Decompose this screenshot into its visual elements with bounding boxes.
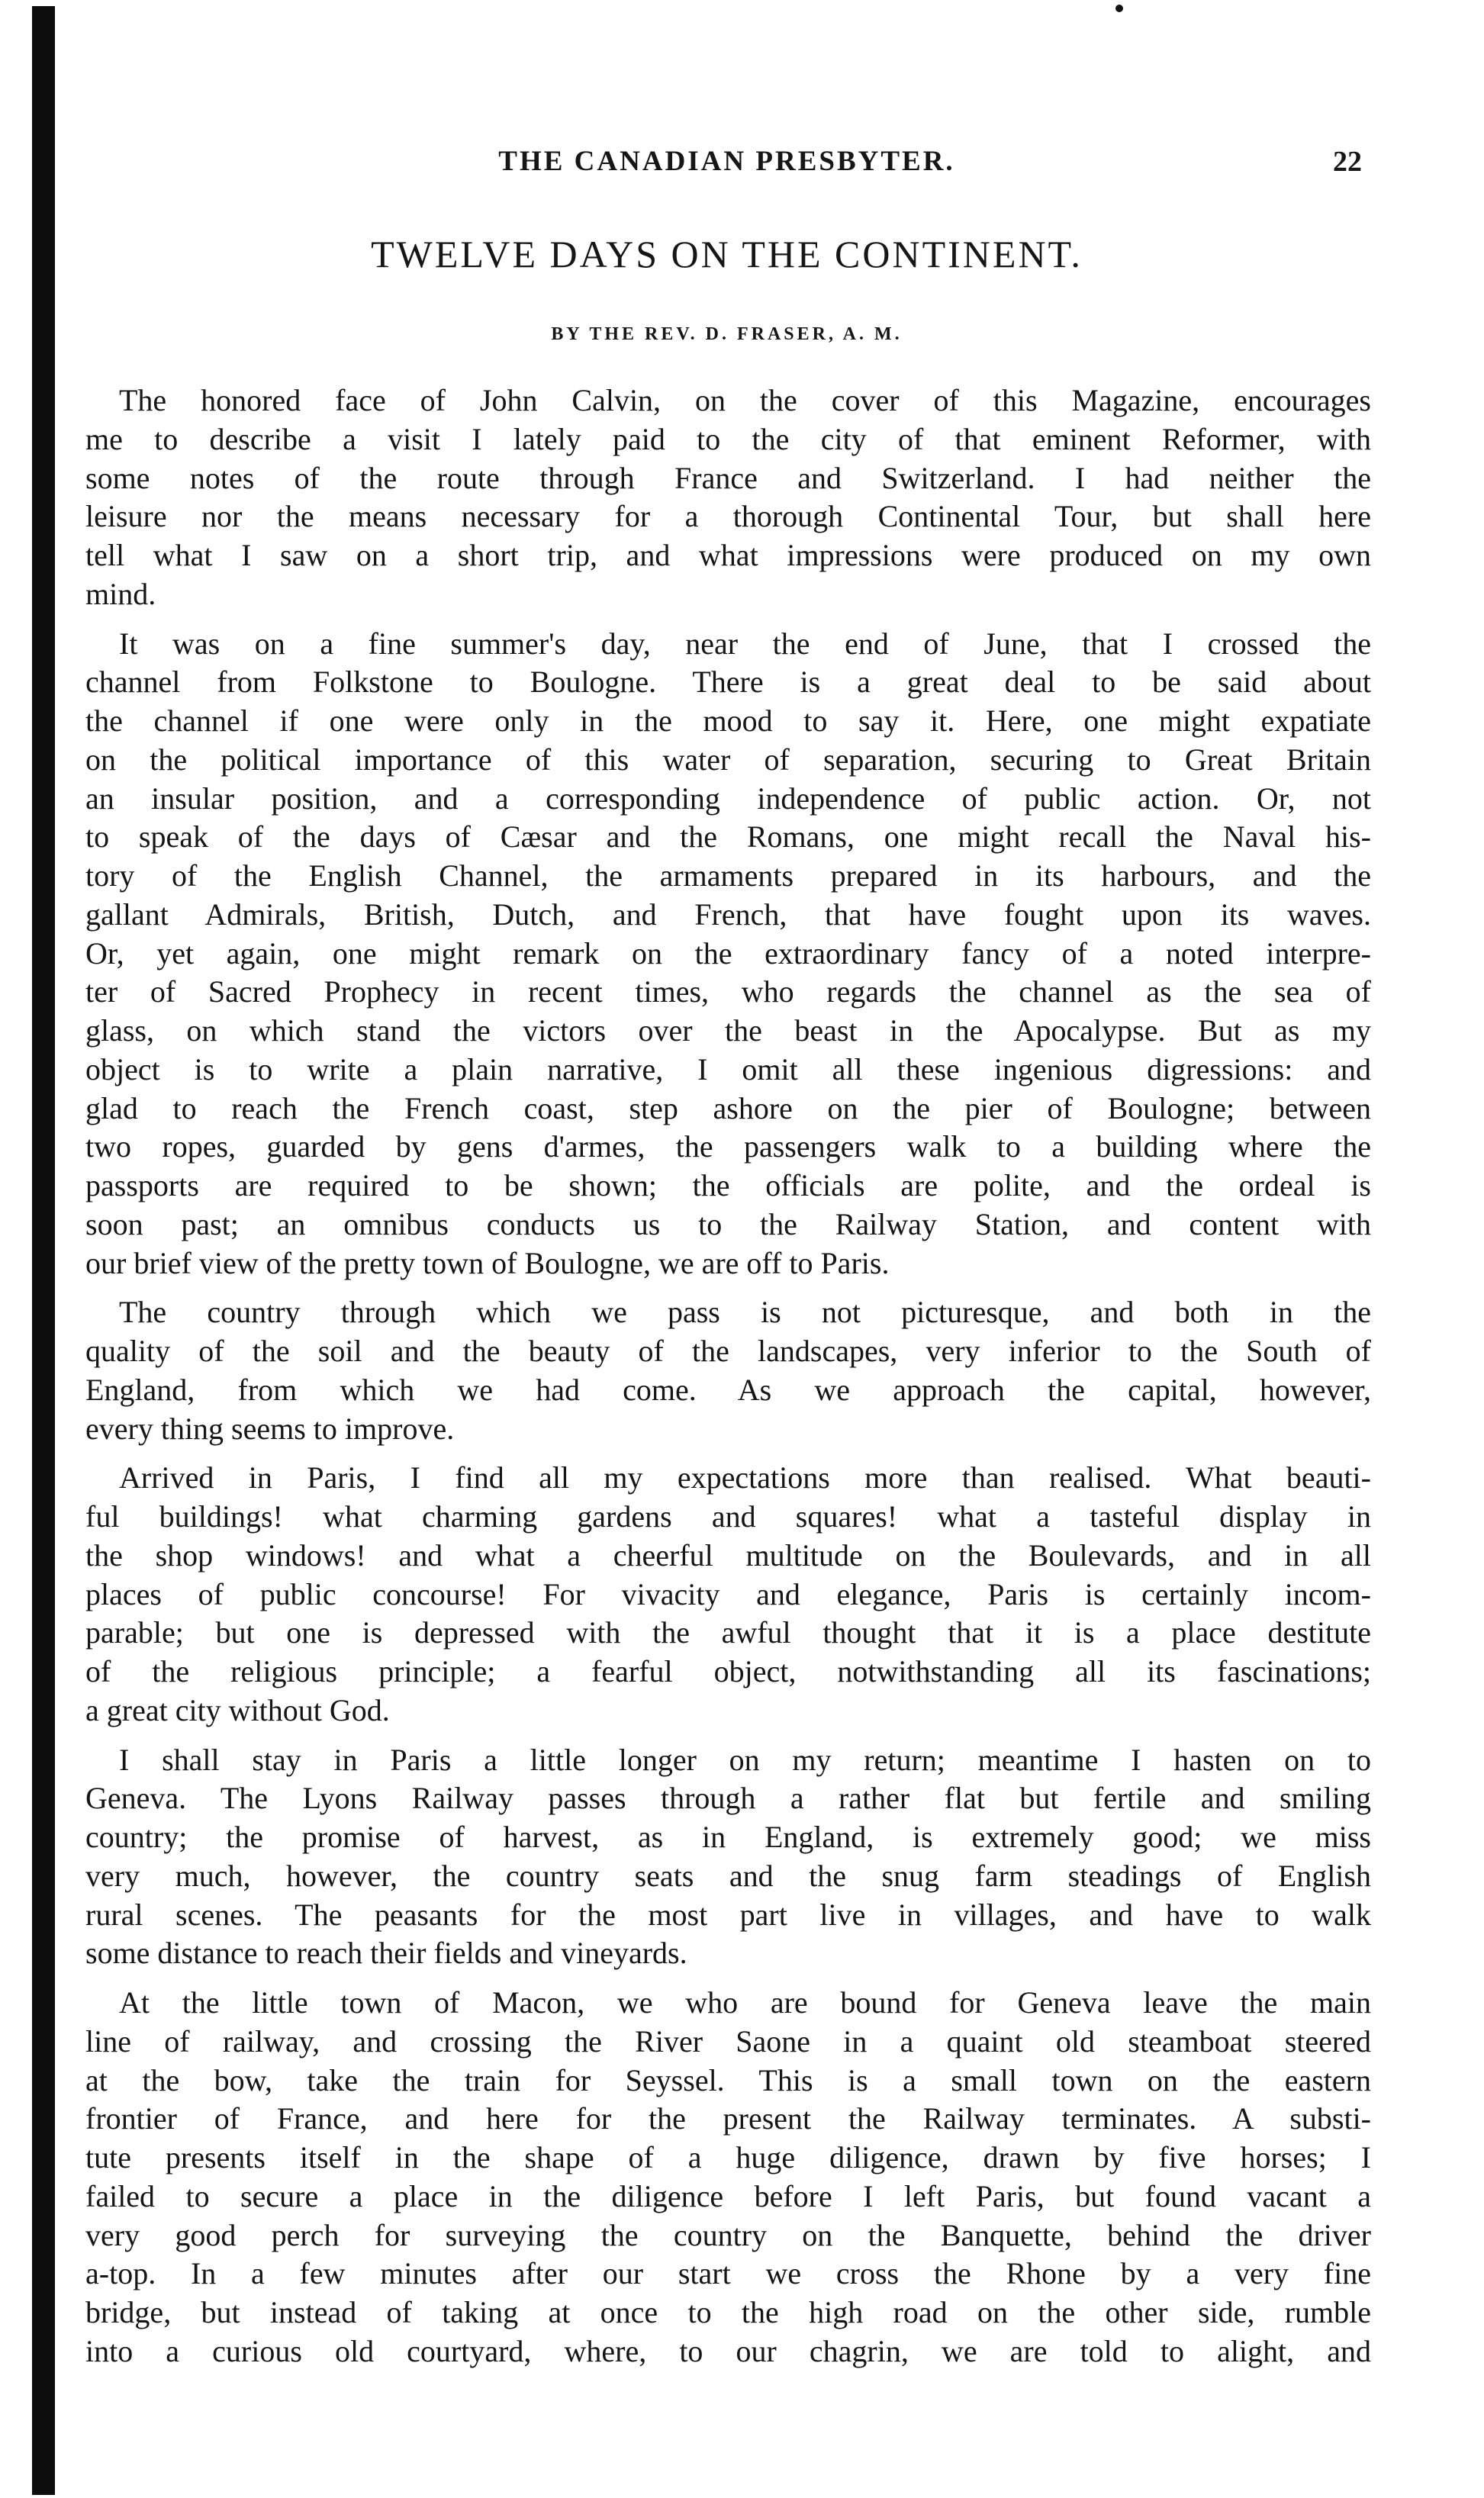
text-line: very much, however, the country seats and the snug farm steadings of English [85,1858,1371,1893]
text-line: the channel if one were only in the mood to say it. Here, one might expatiate [85,703,1371,738]
text-line: channel from Folkstone to Boulogne. There is a great deal to be said about [85,665,1371,700]
paragraph-gap [85,1448,1371,1459]
text-line: to speak of the days of Cæsar and the Romans, one might recall the Naval his- [85,819,1371,855]
paragraph-gap [85,1283,1371,1293]
text-line: parable; but one is depressed with the awful thought that it is a place destitute [85,1615,1371,1650]
text-line: of the religious principle; a fearful object, notwithstanding all its fascinations; [85,1654,1371,1688]
text-line: gallant Admirals, British, Dutch, and French, that have fought upon its waves. [85,897,1371,932]
text-line: Geneva. The Lyons Railway passes through a rather flat but fertile and smiling [85,1781,1371,1816]
paragraph [85,381,1371,614]
text-line: frontier of France, and here for the present the Railway terminates. A substi- [85,2101,1371,2136]
text-line: ful buildings! what charming gardens and squares! what a tasteful display in [85,1499,1371,1534]
text-line: soon past; an omnibus conducts us to the Railway Station, and content with [85,1206,1371,1241]
text-line: England, from which we had come. As we approach the capital, however, [85,1372,1371,1407]
article-body [85,381,1371,2371]
binding-edge-rule [32,6,55,2495]
text-line: failed to secure a place in the diligence before I left Paris, but found vacant a [85,2178,1371,2213]
text-line: bridge, but instead of taking at once to the high road on the other side, rumble [85,2295,1371,2329]
text-line: It was on a fine summer's day, near the end of June, that I crossed the [119,626,1371,661]
text-line: tute presents itself in the shape of a huge diligence, drawn by five horses; I [85,2140,1371,2174]
text-line: glad to reach the French coast, step ashore on the pier of Boulogne; between [85,1090,1371,1125]
paragraph [85,1741,1371,1974]
paragraph [85,1459,1371,1730]
text-line: I shall stay in Paris a little longer on my return; meantime I hasten on to [119,1742,1371,1777]
text-line: our brief view of the pretty town of Boulogne, we are off to Paris. [85,1245,890,1280]
paragraph-gap [85,1973,1371,1984]
article-title: TWELVE DAYS ON THE CONTINENT. [371,233,1083,275]
text-line: glass, on which stand the victors over the beast in the Apocalypse. But as my [85,1013,1371,1048]
text-line: The honored face of John Calvin, on the cover of this Magazine, encourages [119,383,1371,417]
text-line: ter of Sacred Prophecy in recent times, who regards the channel as the sea of [85,974,1371,1009]
text-line: At the little town of Macon, we who are bound for Geneva leave the main [119,1985,1371,2020]
page-number: 22 [1333,146,1362,178]
text-line: the shop windows! and what a cheerful multitude on the Boulevards, and in all [85,1537,1371,1573]
paragraph-gap [85,614,1371,625]
text-line: tory of the English Channel, the armaments prepared in its harbours, and the [85,858,1371,893]
text-line: Or, yet again, one might remark on the extraordinary fancy of a noted interpre- [85,935,1371,971]
text-line: into a curious old courtyard, where, to our chagrin, we are told to alight, and [85,2333,1371,2368]
text-line: places of public concourse! For vivacity and elegance, Paris is certainly incom- [85,1576,1371,1611]
text-line: every thing seems to improve. [85,1411,455,1446]
paragraph [85,625,1371,1283]
text-line: an insular position, and a corresponding independence of public action. Or, not [85,781,1371,816]
text-line: leisure nor the means necessary for a thorough Continental Tour, but shall here [85,499,1371,534]
text-line: rural scenes. The peasants for the most part live in villages, and have to walk [85,1897,1371,1932]
text-line: country; the promise of harvest, as in England, is extremely good; we miss [85,1820,1371,1854]
journal-title: THE CANADIAN PRESBYTER. [498,146,955,177]
scan-speck [1115,5,1123,12]
text-line: mind. [85,576,156,611]
text-line: me to describe a visit I lately paid to the city of that eminent Reformer, with [85,421,1371,456]
text-line: a-top. In a few minutes after our start we cross the Rhone by a very fine [85,2256,1371,2291]
text-line: a great city without God. [85,1692,390,1727]
text-line: passports are required to be shown; the officials are polite, and the ordeal is [85,1168,1371,1202]
running-header [92,139,1362,185]
text-line: very good perch for surveying the country on the Banquette, behind the driver [85,2217,1371,2252]
text-line: The country through which we pass is not picturesque, and both in the [119,1295,1371,1330]
text-line: object is to write a plain narrative, I omit all these ingenious digressions: and [85,1051,1371,1086]
text-line: some distance to reach their fields and vineyards. [85,1936,687,1971]
text-line: some notes of the route through France and Switzerland. I had neither the [85,460,1371,495]
text-line: Arrived in Paris, I find all my expectations more than realised. What beauti- [119,1460,1371,1495]
text-line: two ropes, guarded by gens d'armes, the passengers walk to a building where the [85,1129,1371,1164]
text-line: line of railway, and crossing the River Saone in a quaint old steamboat steered [85,2023,1371,2059]
text-line: tell what I saw on a short trip, and what impressions were produced on my own [85,538,1371,572]
text-line: at the bow, take the train for Seyssel. This is a small town on the eastern [85,2062,1371,2097]
text-line: on the political importance of this water of separation, securing to Great Britain [85,742,1371,777]
article-byline: BY THE REV. D. FRASER, A. M. [551,324,903,344]
paragraph [85,1293,1371,1448]
text-line: quality of the soil and the beauty of the landscapes, very inferior to the South of [85,1334,1371,1368]
paragraph-gap [85,1730,1371,1741]
paragraph [85,1984,1371,2371]
